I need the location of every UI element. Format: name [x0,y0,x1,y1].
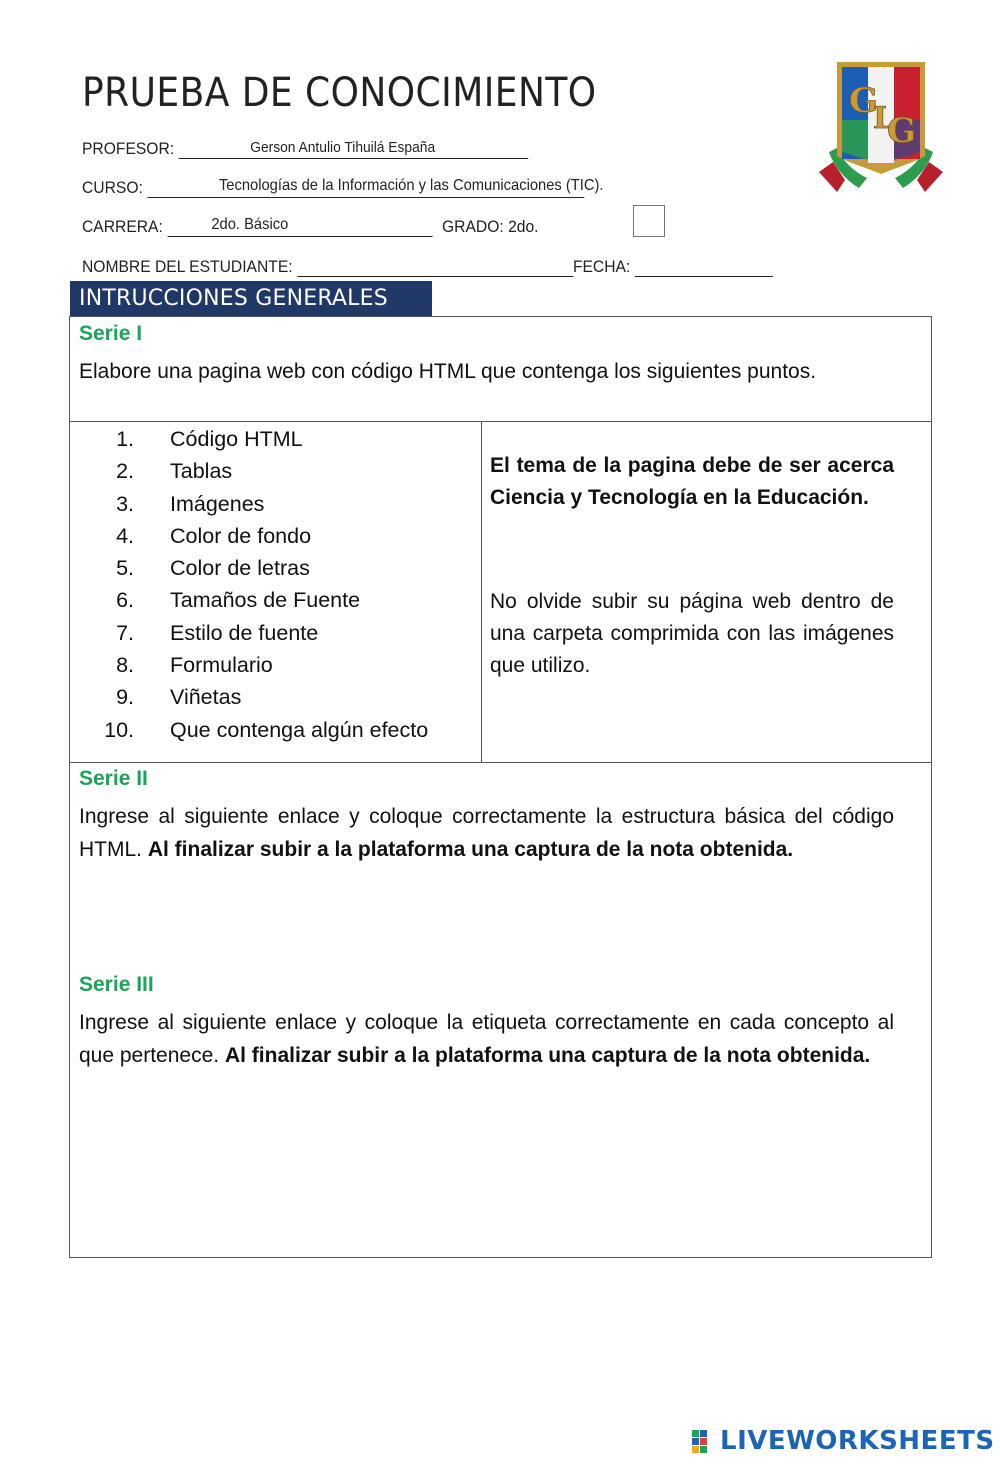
profesor-label: PROFESOR: [82,139,175,158]
serie2-heading: Serie II [79,767,148,790]
list-item: 6. Tamaños de Fuente [116,588,361,613]
liveworksheets-brand: LIVEWORKSHEETS [720,1426,995,1456]
list-item: 9. Viñetas [116,685,242,710]
serie1-text: Elabore una pagina web con código HTML que contenga los siguientes puntos. [79,360,817,383]
serie3-bold-instruction: Al finalizar subir a la plataforma una captura de la nota obtenida. [224,1044,871,1067]
serie3-heading: Serie III [79,973,154,996]
nombre-row [82,257,773,277]
school-logo [815,60,947,198]
list-item: 7. Estilo de fuente [116,620,319,645]
list-item: 1. Código HTML [116,427,303,451]
serie3-instruction: Ingrese al siguiente enlace y coloque la etiqueta correctamente en cada concepto al que pertenece. [79,1011,894,1067]
list-item: 2. Tablas [116,459,233,484]
upload-note: No olvide subir su página web dentro de una carpeta comprimida con las imágenes que utilizo. [490,590,894,677]
list-item: 10. Que contenga algún efecto [104,717,429,742]
profesor-field[interactable] [178,140,528,159]
list-item: 8. Formulario [116,653,273,678]
fecha-label: FECHA: [572,257,631,276]
carrera-label: CARRERA: [82,217,163,236]
svg-text:G: G [887,111,917,151]
serie1-heading: Serie I [79,322,143,345]
fecha-field[interactable] [635,258,773,277]
serie2-bold-instruction: Al finalizar subir a la plataforma una captura de la nota obtenida. [147,838,794,861]
requirements-list [90,423,470,746]
instructions-banner: INTRUCCIONES GENERALES [70,281,432,316]
list-item: 5. Color de letras [116,556,310,581]
carrera-value: 2do. Básico [211,216,289,233]
grado-checkbox[interactable] [633,205,665,237]
serie2-instruction: Ingrese al siguiente enlace y coloque correctamente la estructura básica del código HTML. [79,805,894,861]
list-item: 3. Imágenes [116,491,265,516]
carrera-field[interactable] [167,218,432,237]
serie3-text [79,1006,894,1072]
profesor-row [82,139,528,159]
nombre-field[interactable] [297,258,573,277]
list-item: 4. Color de fondo [116,523,312,548]
curso-row [82,177,604,198]
liveworksheets-icon [692,1428,718,1454]
topic-text: El tema de la pagina debe de ser acerca Ciencia y Tecnología en la Educación. [490,454,894,509]
curso-value: Tecnologías de la Información y las Comunicaciones (TIC). [218,177,604,194]
grado-label: GRADO: 2do. [442,217,539,236]
svg-text:L: L [873,101,895,136]
liveworksheets-logo [692,1425,995,1457]
logo-letters: G [849,81,879,121]
nombre-label: NOMBRE DEL ESTUDIANTE: [82,257,293,276]
serie2-text [79,800,894,866]
curso-label: CURSO: [82,178,143,197]
page-title: PRUEBA DE CONOCIMIENTO [82,70,597,116]
curso-field[interactable] [147,177,604,198]
profesor-value: Gerson Antulio Tihuilá España [250,139,436,156]
carrera-row [82,217,539,237]
